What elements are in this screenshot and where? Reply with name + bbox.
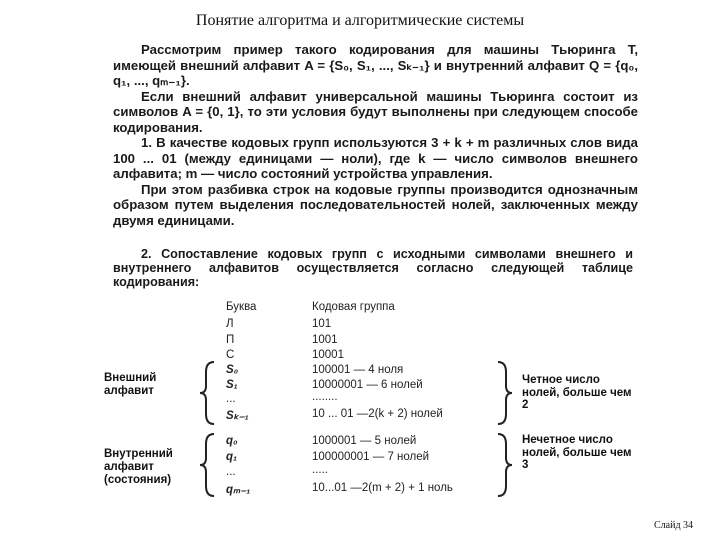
code-cell: 101 [312,318,332,330]
odd-zeros-note: Нечетное число нолей, больше чем 3 [522,434,632,471]
code-cell: 10001 [312,349,344,361]
header-code: Кодовая группа [312,301,395,313]
left-brace-internal [198,432,218,498]
code-cell: ........ [312,391,338,403]
paragraph-5: 2. Сопоставление кодовых групп с исходными символами внешнего и внутреннего алфавитов осуществляется согласно следующей таблице кодирования: [113,247,633,289]
letter-cell: q₁ [226,451,238,463]
letter-cell: Sₖ₋₁ [226,410,249,422]
code-cell: 100001 — 4 ноля [312,364,404,376]
letter-cell: ... [226,393,236,405]
code-cell: 100000001 — 7 нолей [312,451,430,463]
letter-cell: S₁ [226,379,238,391]
letter-cell: q₀ [226,435,238,447]
code-cell: 10 ... 01 —2(k + 2) нолей [312,408,443,420]
internal-alphabet-label: Внутренний алфавит (состояния) [104,448,173,486]
letter-cell: qₘ₋₁ [226,484,251,496]
external-alphabet-label: Внешний алфавит [104,372,157,397]
body-text [113,42,638,228]
left-brace-external [198,360,218,426]
header-letter: Буква [226,301,257,313]
right-brace-internal [494,432,514,498]
paragraph-2: Если внешний алфавит универсальной машины Тьюринга состоит из символов A = {0, 1}, то эти условия будут выполнены при следующем способе кодирования. [113,88,638,135]
letter-cell: ... [226,466,236,478]
code-cell: 1001 [312,334,338,346]
code-cell: 10000001 — 6 нолей [312,379,423,391]
letter-cell: S₀ [226,364,239,376]
slide-title: Понятие алгоритма и алгоритмические системы [195,12,525,29]
code-cell: ..... [312,464,328,476]
letter-cell: С [226,349,235,361]
slide-number: Слайд 34 [654,520,694,531]
letter-cell: П [226,334,235,346]
letter-cell: Л [226,318,234,330]
code-cell: 1000001 — 5 нолей [312,435,417,447]
code-cell: 10...01 —2(m + 2) + 1 ноль [312,482,453,494]
paragraph-3: 1. В качестве кодовых групп используются 3 + k + m различных слов вида 100 ... 01 (между единицами — ноли), где k — число символов внешнего алфавита; m — число состояний устройства управления. [113,135,638,181]
even-zeros-note: Четное число нолей, больше чем 2 [522,374,632,411]
paragraph-4: При этом разбивка строк на кодовые группы производится однозначным образом путем выделения последовательностей нолей, заключенных между двумя единицами. [113,181,638,228]
paragraph-1: Рассмотрим пример такого кодирования для машины Тьюринга T, имеющей внешний алфавит A = {S₀, S₁, ..., Sₖ₋₁} и внутренний алфавит Q = {q₀, q₁, ..., qₘ₋₁}. [113,42,638,88]
right-brace-external [494,360,514,426]
